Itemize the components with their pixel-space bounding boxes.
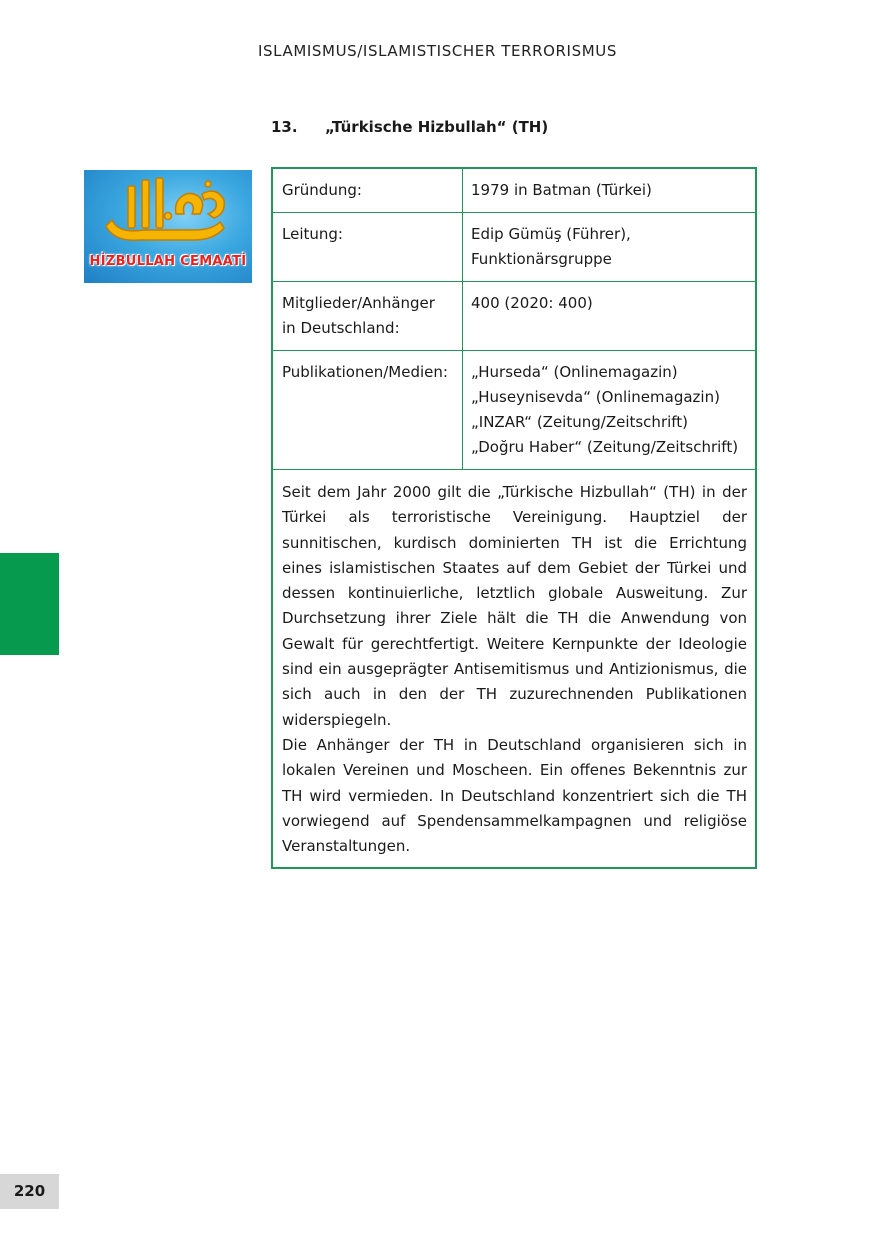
logo-caption: HİZBULLAH CEMAATİ <box>89 254 247 269</box>
info-label: Leitung: <box>273 213 463 281</box>
info-label: Publikationen/Medien: <box>273 351 463 469</box>
page-number: 220 <box>0 1174 59 1209</box>
info-value: „Hurseda“ (Onlinemagazin) „Huseynisevda“ (Onlinemagazin) „INZAR“ (Zeitung/Zeitschrift) „Doğru Haber“ (Zeitung/Zeitschrift) <box>471 363 739 456</box>
info-value: Edip Gümüş (Führer), Funktionärsgruppe <box>471 225 631 268</box>
info-row-publications <box>273 351 755 470</box>
section-title: „Türkische Hizbullah“ (TH) <box>325 118 549 136</box>
info-label: Mitglieder/Anhänger in Deutschland: <box>273 282 463 350</box>
info-row-members <box>273 282 755 351</box>
info-box <box>271 167 757 869</box>
section-number: 13. <box>271 118 298 136</box>
info-value: 400 (2020: 400) <box>471 294 593 312</box>
running-header: ISLAMISMUS/ISLAMISTISCHER TERRORISMUS <box>258 42 617 60</box>
description-paragraph: Die Anhänger der TH in Deutschland organisieren sich in lokalen Vereinen und Moscheen. Ein offenes Bekenntnis zur TH wird vermieden. In Deutschland konzentriert sich die TH vorwiegend auf Spendensammelkampagnen und religiöse Veranstaltungen. <box>282 735 747 856</box>
info-label: Gründung: <box>273 169 463 212</box>
section-heading <box>271 118 548 136</box>
info-row-leadership <box>273 213 755 282</box>
description-paragraph: Seit dem Jahr 2000 gilt die „Türkische Hizbullah“ (TH) in der Türkei als terroristische Vereinigung. Hauptziel der sunnitischen, kurdisch dominierten TH ist die Errichtung eines islamistischen Staates auf dem Gebiet der Türkei und dessen kontinuierliche, letztlich globale Ausweitung. Zur Durchsetzung ihrer Ziele hält die TH die Anwendung von Gewalt für gerechtfertigt. Weitere Kernpunkte der Ideologie sind ein ausgeprägter Antisemitismus und Antizionismus, die sich auch in den der TH zuzurechnenden Publikationen widerspiegeln. <box>282 483 747 729</box>
info-value: 1979 in Batman (Türkei) <box>471 181 652 199</box>
info-row-founding <box>273 169 755 213</box>
info-description <box>273 470 755 867</box>
chapter-side-tab <box>0 553 59 655</box>
organization-logo <box>84 170 252 283</box>
